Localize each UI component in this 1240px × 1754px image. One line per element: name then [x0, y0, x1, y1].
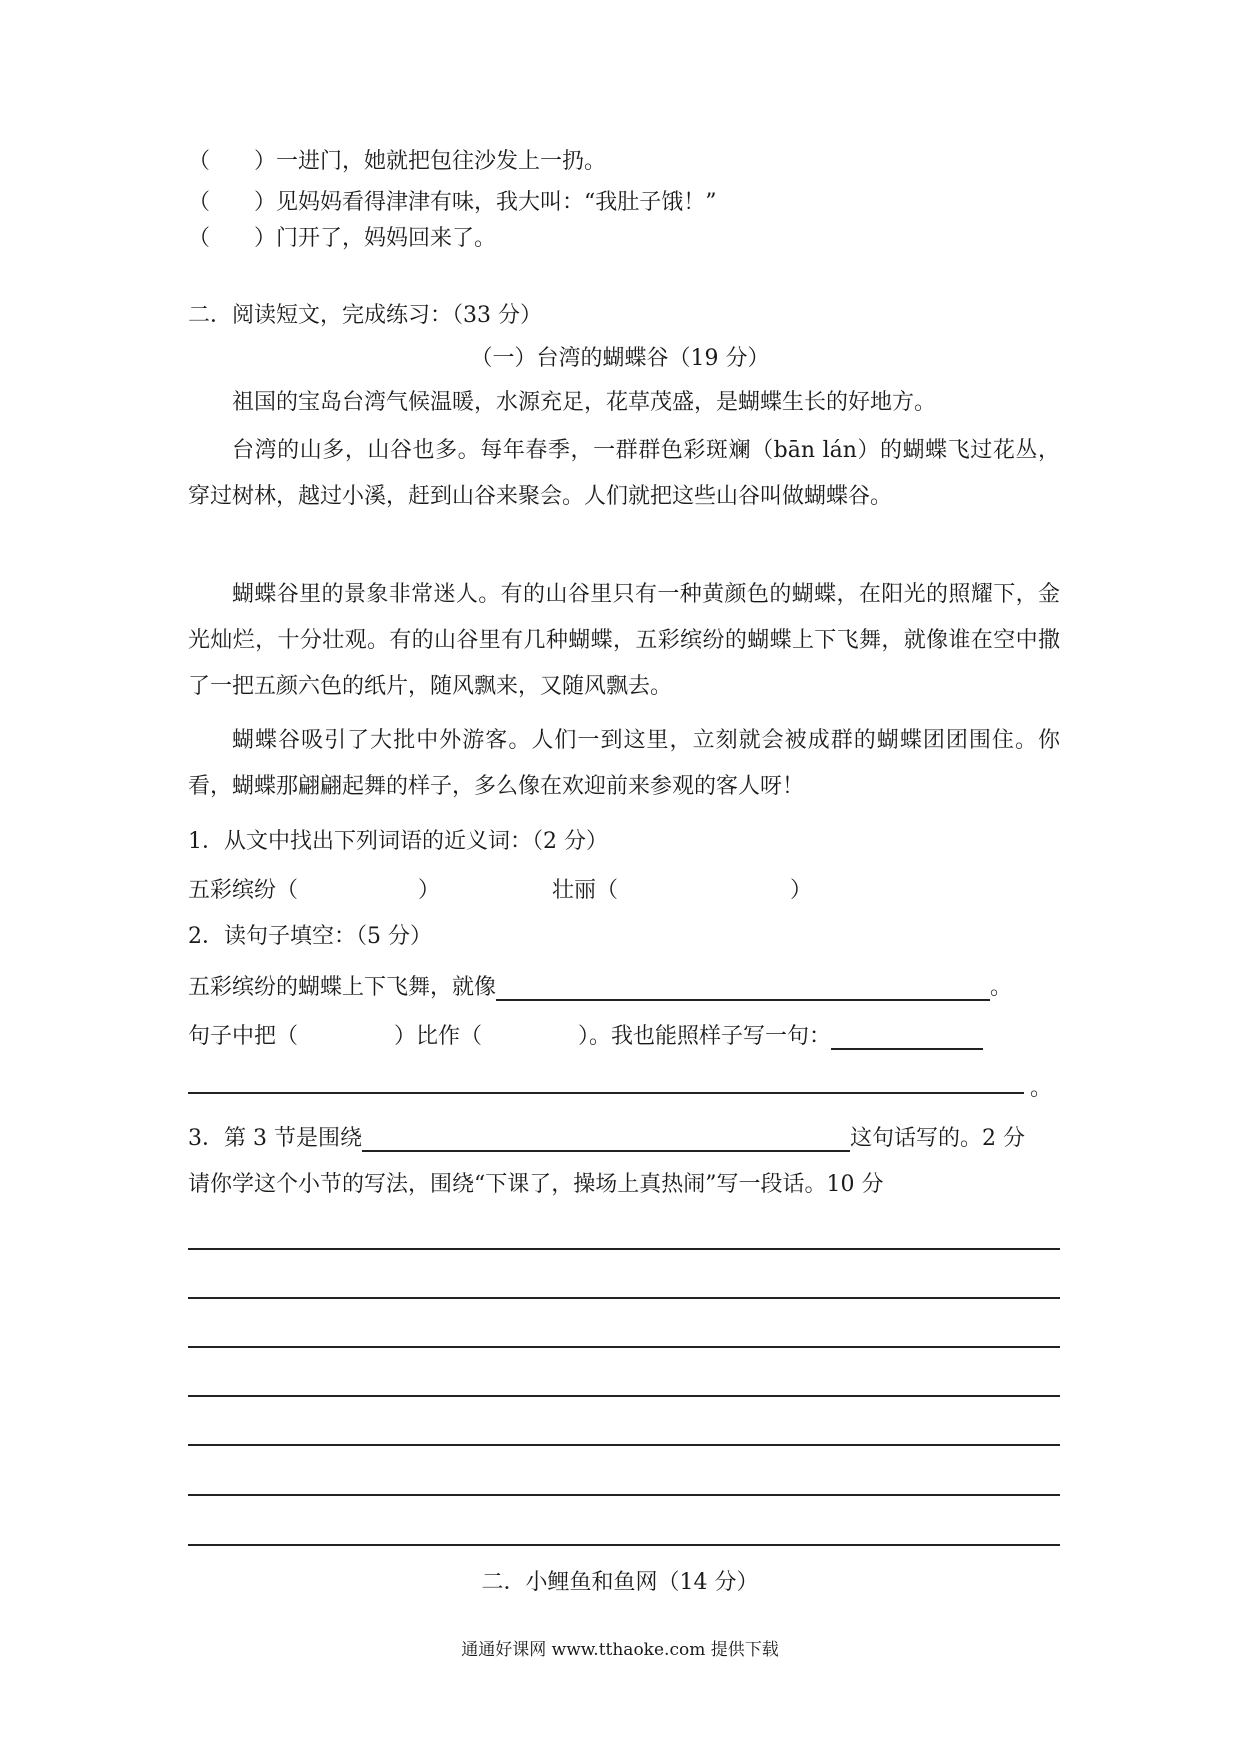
imitate-blank-start[interactable]: [831, 1024, 983, 1050]
passage-paragraph-3: 蝴蝶谷里的景象非常迷人。有的山谷里只有一种黄颜色的蝴蝶，在阳光的照耀下，金光灿烂，十分壮观。有的山谷里有几种蝴蝶，五彩缤纷的蝴蝶上下飞舞，就像谁在空中撒了一把五颜六色的纸片，随风飘来，又随风飘去。: [188, 582, 1060, 699]
passage-paragraph-4: 蝴蝶谷吸引了大批中外游客。人们一到这里，立刻就会被成群的蝴蝶团团围住。你看，蝴蝶那翩翩起舞的样子，多么像在欢迎前来参观的客人呀！: [188, 728, 1060, 799]
topic-sentence-blank[interactable]: [362, 1126, 850, 1152]
writing-line[interactable]: [188, 1346, 1060, 1348]
writing-line[interactable]: [188, 1297, 1060, 1299]
section-heading: 二．阅读短文，完成练习：（33 分）: [188, 303, 542, 328]
writing-line[interactable]: [188, 1395, 1060, 1397]
passage-paragraph-2: 台湾的山多，山谷也多。每年春季，一群群色彩斑斓（bān lán）的蝴蝶飞过花丛，穿过树林，越过小溪，赶到山谷来聚会。人们就把这些山谷叫做蝴蝶谷。: [188, 438, 1060, 509]
question-2-sentence: 五彩缤纷的蝴蝶上下飞舞，就像 。: [188, 975, 1013, 1000]
question-1-prompt: 1．从文中找出下列词语的近义词：（2 分）: [188, 829, 608, 854]
passage-title: （一）台湾的蝴蝶谷（19 分）: [470, 346, 770, 371]
imitate-end-mark: 。: [1030, 1076, 1053, 1101]
order-item-3: （ ）门开了，妈妈回来了。: [188, 226, 497, 251]
writing-line[interactable]: [188, 1494, 1060, 1496]
simile-blank[interactable]: [496, 975, 990, 1001]
question-3-prompt: 3．第 3 节是围绕 这句话写的。2 分: [188, 1126, 1025, 1151]
question-2-compare: 句子中把（ ）比作（ ）。我也能照样子写一句：: [188, 1022, 983, 1052]
synonym-word-a: 五彩缤纷（: [188, 878, 299, 903]
imitate-blank-line[interactable]: [188, 1092, 1024, 1094]
synonym-word-b: 壮丽（: [552, 878, 619, 903]
passage-2-title: 二．小鲤鱼和鱼网（14 分）: [481, 1570, 759, 1595]
question-2-prompt: 2．读句子填空：（5 分）: [188, 924, 432, 949]
writing-line[interactable]: [188, 1544, 1060, 1546]
writing-line[interactable]: [188, 1444, 1060, 1446]
question-1-answers: 五彩缤纷（ ） 壮丽（ ）: [188, 878, 813, 903]
order-item-2: （ ）见妈妈看得津津有味，我大叫：“我肚子饿！”: [188, 190, 717, 215]
writing-line[interactable]: [188, 1248, 1060, 1250]
page-footer: 通通好课网 www.tthaoke.com 提供下载: [461, 1640, 779, 1660]
question-3-instruction: 请你学这个小节的写法，围绕“下课了，操场上真热闹”写一段话。10 分: [188, 1172, 884, 1197]
order-item-1: （ ）一进门，她就把包往沙发上一扔。: [188, 149, 607, 174]
passage-paragraph-1: 祖国的宝岛台湾气候温暖，水源充足，花草茂盛，是蝴蝶生长的好地方。: [232, 390, 937, 415]
